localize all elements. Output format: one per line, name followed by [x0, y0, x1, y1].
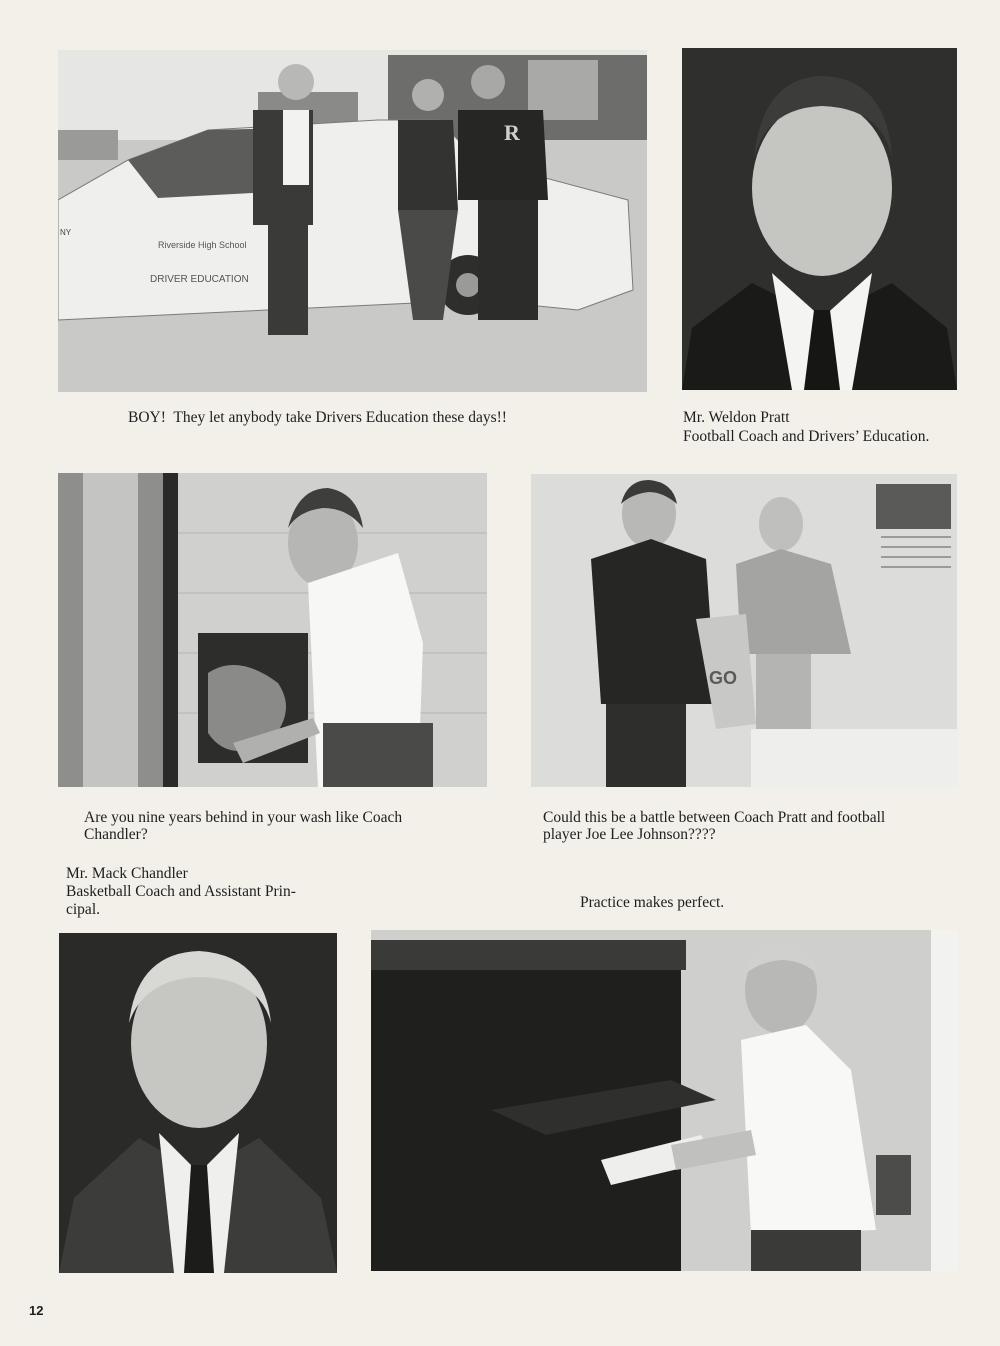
caption-chandler-title-line-1: Basketball Coach and Assistant Prin-: [66, 883, 296, 900]
photo-coach-chandler-laundry: [58, 473, 487, 787]
caption-practice: Practice makes perfect.: [580, 894, 725, 911]
caption-battle-line-1: Could this be a battle between Coach Pratt and football: [543, 809, 886, 826]
jacket-letter: R: [504, 120, 520, 145]
caption-wash-line-2: Chandler?: [84, 826, 148, 843]
car-door-text: NY: [60, 228, 72, 237]
caption-battle-line-2: player Joe Lee Johnson????: [543, 826, 716, 843]
caption-pratt-name: Mr. Weldon Pratt: [683, 409, 790, 426]
caption-pratt-title: Football Coach and Drivers’ Education.: [683, 428, 930, 445]
photo-driver-education-car: [58, 50, 647, 392]
page-number: 12: [29, 1303, 44, 1318]
photo-weldon-pratt-portrait: [682, 48, 957, 390]
caption-drivers-education: BOY! They let anybody take Drivers Education these days!!: [128, 409, 507, 426]
car-program-text: DRIVER EDUCATION: [150, 274, 249, 285]
car-school-text: Riverside High School: [158, 240, 247, 250]
caption-chandler-title-line-2: cipal.: [66, 901, 100, 918]
caption-chandler-name: Mr. Mack Chandler: [66, 865, 188, 882]
photo-jersey-battle: [531, 474, 957, 787]
photo-practice-piano: [371, 930, 958, 1271]
caption-wash-line-1: Are you nine years behind in your wash like Coach: [84, 809, 403, 826]
photo-mack-chandler-portrait: [59, 933, 337, 1273]
jersey-letters: GO: [709, 668, 738, 688]
